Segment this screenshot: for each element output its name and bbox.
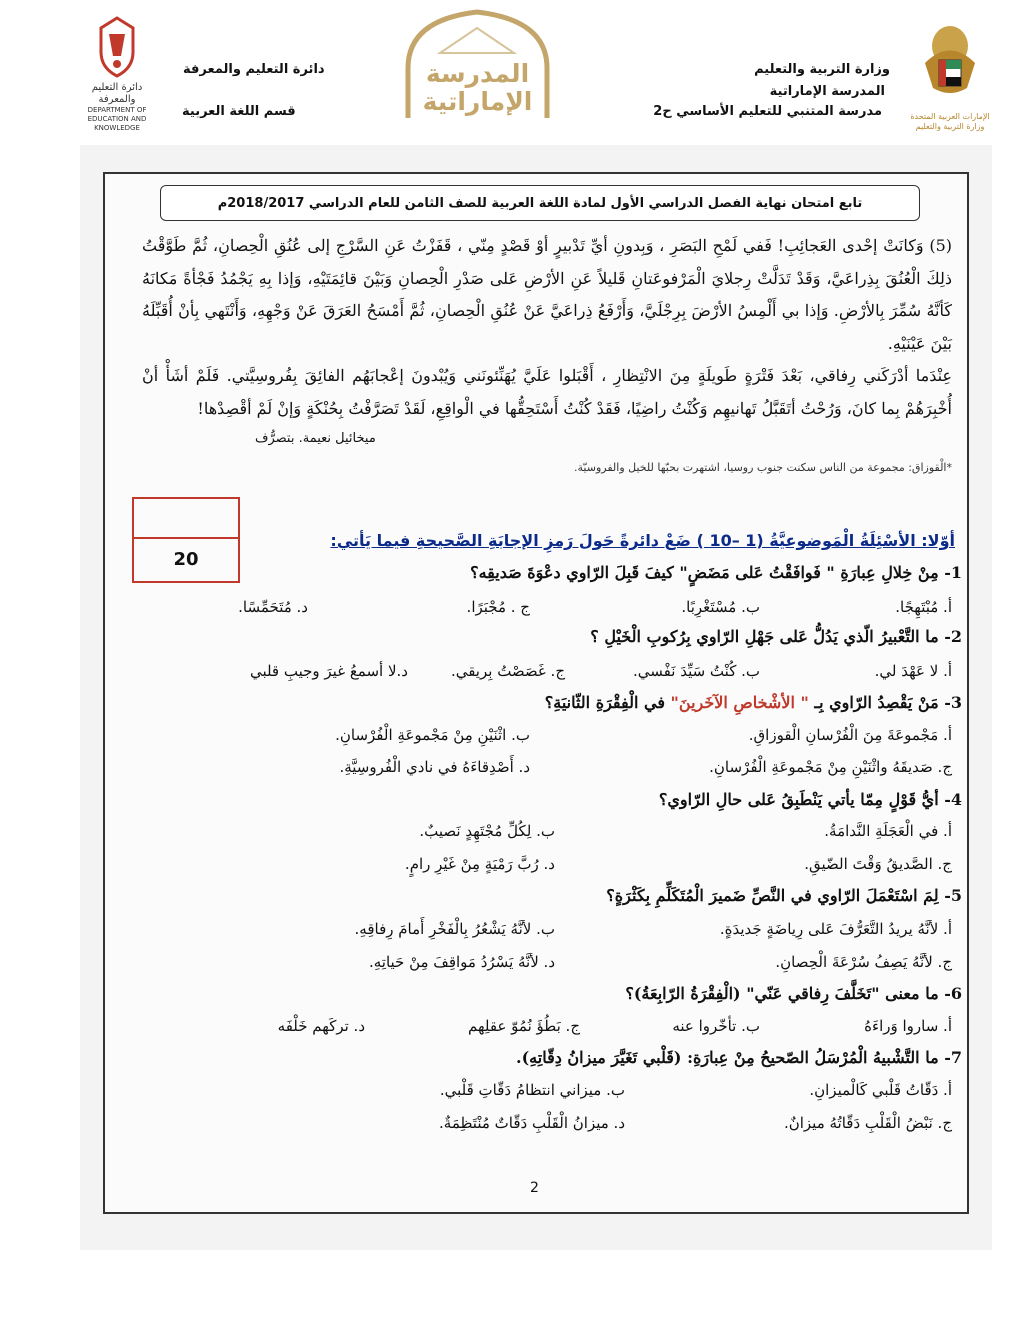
q1-option-d[interactable]: د. مُتَحَمِّسًا. (238, 598, 308, 616)
q5-option-b[interactable]: ب. لأنَّهُ يَشْعُرُ بِالْفَخْرِ أَمامَ رِفاقِهِ. (354, 920, 555, 938)
question-number: 7- (944, 1048, 962, 1067)
question-text: لِمَ اسْتَعْمَلَ الرّاوي في النَّصِّ ضَميرَ الْمُتَكَلِّمِ بِكَثْرَةٍ؟ (606, 886, 939, 905)
question-2 (590, 627, 962, 646)
question-text: ما التَّشْبيهُ الْمُرْسَلُ الصّحيحُ مِنْ عِبارَةِ: (قَلْبي تَغَيَّرَ ميزانُ دِقّاتِهِ). (516, 1048, 939, 1067)
ministry-name: وزارة التربية والتعليم (754, 62, 890, 77)
q4-option-c[interactable]: ج. الصَّديقُ وَقْتَ الضّيقِ. (804, 855, 952, 873)
question-6 (625, 984, 962, 1003)
q4-option-b[interactable]: ب. لِكُلِّ مُجْتَهِدٍ نَصيبٌ. (419, 822, 555, 840)
q6-option-d[interactable]: د. تركَهم خَلْفَه (277, 1017, 365, 1035)
question-text: مِنْ خِلالِ عِبارَةِ " فَوافَقْتُ عَلى مَضَضٍ" كيفَ قَبِلَ الرّاوي دعْوَةَ صَديقِه؟ (470, 563, 939, 582)
adek-logo-text-ar: دائرة التعليم والمعرفة (91, 82, 143, 105)
q2-option-d[interactable]: د.لا أسمعُ غيرَ وجيبِ قلبي (249, 662, 408, 680)
section-title: أوّلا: الأسْئِلَةُ الْمَوضوعيَّةُ (1 –10 ) ضَعْ دائرةً حَولَ رَمزِ الإجابَةِ الصَّحيحةِ فيما يَأتي: (330, 531, 955, 550)
q4-option-d[interactable]: د. رُبَّ رَمْيَةٍ مِنْ غَيْرِ رامٍ. (404, 855, 555, 873)
q7-option-b[interactable]: ب. ميزاني انتظامُ دَقّاتِ قَلْبي. (439, 1081, 625, 1099)
q6-option-a[interactable]: أ. ساروا وَراءَهُ (864, 1017, 952, 1035)
moe-logo-text: الإمارات العربية المتحدة وزارة التربية والتعليم (910, 112, 990, 131)
passage-paragraph-5: (5) وَكانَتْ إحْدى العَجائِبِ! فَفي لَمْحِ البَصَرِ ، وَبِدونِ أيِّ تَدْبيرٍ أوْ قَصْدٍ مِنّي ، قَفَزْتُ عَنِ السَّرْجِ إلى عُنُقِ الْحِصانِ، ثُمَّ طَوَّقْتُ ذلِكَ الْعُنُقَ بِذِراعَيَّ، وَقَدْ تَدَلَّتْ رِجلايَ الْمَرْفوعَتانِ قَليلاً عَنِ الأرْضِ عَلى صَدْرِ الْحِصانِ وَبَيْنَ قائِمَتَيْهِ، وَإذا بِهِ يَجْمُدُ فَجْأةً مَكانَهُ كَأنَّهُ سُمِّرَ بِالأرْضِ. وَإذا بي أَلْمِسُ الأرْضَ بِرِجْلَيَّ، وَأَرْفَعُ ذِراعَيَّ عَنْ عُنُقِ الْحِصانِ، ثُمَّ أَمْسَحُ العَرَقَ عَنْ وَجْهِهِ، وَأَنْتَهي بِأنْ أُقَبِّلَهُ بَيْنَ عَيْنَيْهِ. (142, 236, 952, 353)
arabic-section-name: قسم اللغة العربية (182, 104, 296, 119)
question-number: 6- (944, 984, 962, 1003)
passage-paragraph-6: عِنْدَما أدْرَكَني رِفاقي، بَعْدَ فَتْرَةٍ طَويلَةٍ مِنَ الانْتِظارِ ، أَقْبَلوا عَلَيَّ يُهَنِّئونَني وَيُبْدونَ إعْجابَهُم الفائِقَ بِفُروسِيَّتي. فَلَمْ أشَأْ أنْ أُخْبِرَهُمْ بِما كانَ، وَرُحْتُ أتَقَبَّلُ تَهانيهِم وَكُنْتُ راضِيًا، فَقَدْ كُنْتُ أَسْتَحِقُّها في الْواقِعِ، لَقَدْ تَصَرَّفْتُ بِحُنْكَةٍ وَإنْ لَمْ أقْصِدْها! (142, 366, 952, 418)
center-logo-text: المدرسة الإماراتية (422, 59, 533, 116)
question-number: 4- (944, 790, 962, 809)
question-text-highlight: " الأشْخاصِ الآخَرينَ" (670, 693, 815, 712)
score-box (132, 497, 240, 583)
q6-option-b[interactable]: ب. تأخّروا عنه (672, 1017, 760, 1035)
moe-emblem-logo (905, 18, 995, 131)
question-1 (470, 563, 962, 582)
q5-option-c[interactable]: ج. لأنَّهُ يَصِفُ سُرْعَةَ الْحِصانِ. (775, 953, 952, 971)
adek-logo (72, 16, 162, 132)
q3-option-c[interactable]: ج. صَديقَهُ واثْنَيْنِ مِنْ مَجْموعَةِ الْفُرْسانِ. (709, 758, 952, 776)
q6-option-c[interactable]: ج. بَطُؤَ نُمُوّ عقلِهم (468, 1017, 580, 1035)
q5-option-d[interactable]: د. لأنَّهُ يَسْرُدُ مَواقِفَ مِنْ حَياتِهِ. (368, 953, 555, 971)
q3-option-b[interactable]: ب. اثْنَيْنِ مِنْ مَجْموعَةِ الْفُرْسانِ. (335, 726, 530, 744)
question-text: ما التَّعْبيرُ الّذي يَدُلُّ عَلى جَهْلِ الرّاوي بِرُكوبِ الْخَيْلِ ؟ (590, 627, 939, 646)
school-type: المدرسة الإماراتية (769, 84, 885, 99)
question-3 (545, 693, 962, 712)
department-name: دائرة التعليم والمعرفة (183, 62, 325, 77)
exam-title: تابع امتحان نهاية الفصل الدراسي الأول لمادة اللغة العربية للصف الثامن للعام الدراسي 2018/2017م (160, 185, 920, 221)
question-text: ما معنى "تَخَلَّفَ رِفاقي عَنّي" (الْفِقْرَةُ الرّابِعَةُ)؟ (625, 984, 939, 1003)
emirati-school-logo (400, 8, 555, 123)
question-4 (659, 790, 962, 809)
q3-option-d[interactable]: د. أَصْدِقاءَهُ في نادي الْفُروسِيَّةِ. (339, 758, 530, 776)
q2-option-b[interactable]: ب. كُنْتُ سَيِّدَ نَفْسي. (633, 662, 760, 680)
question-text-post: في الْفِقْرَةِ الثّانيَةِ؟ (544, 693, 671, 712)
page-number: 2 (530, 1180, 539, 1196)
passage-footnote: *الْقوزاق: مجموعة من الناس سكنت جنوب روسيا، اشتهرت بحبّها للخيل والفروسيّة. (574, 461, 952, 474)
q2-option-a[interactable]: أ. لا عَهْدَ لي. (874, 662, 952, 680)
reading-passage (142, 230, 952, 425)
question-text: أيُّ قَوْلٍ مِمّا يأتي يَنْطَبِقُ عَلى حالِ الرّاوي؟ (658, 790, 939, 809)
q1-option-c[interactable]: ج . مُجْبَرًا. (466, 598, 530, 616)
q1-option-a[interactable]: أ. مُبْتَهِجًا. (895, 598, 952, 616)
q7-option-d[interactable]: د. ميزانُ الْقَلْبِ دَقّاتٌ مُنْتَظِمَةٌ. (439, 1114, 625, 1132)
question-5 (606, 886, 962, 905)
passage-attribution: ميخائيل نعيمة. بتصرُّف (255, 431, 376, 446)
question-text-pre: مَنْ يَقْصِدُ الرّاوي بِـ (814, 693, 939, 712)
school-name: مدرسة المتنبي للتعليم الأساسي ح2 (653, 104, 882, 119)
q5-option-a[interactable]: أ. لأنَّهُ يريدُ التَّعَرُّفَ عَلى رِياضَةٍ جَديدَةٍ. (719, 920, 952, 938)
q3-option-a[interactable]: أ. مَجْموعَةَ مِنَ الْفُرْسانِ الْقوزاقِ. (748, 726, 952, 744)
score-divider (134, 537, 238, 539)
question-number: 2- (944, 627, 962, 646)
question-number: 1- (944, 563, 962, 582)
q4-option-a[interactable]: أ. في الْعَجَلَةِ النَّدامَةُ. (824, 822, 952, 840)
q2-option-c[interactable]: ج. غَصَصْتُ بِريقي. (450, 662, 565, 680)
score-total: 20 (173, 549, 199, 570)
question-number: 5- (944, 886, 962, 905)
adek-logo-text-en: DEPARTMENT OF EDUCATION AND KNOWLEDGE (87, 106, 147, 132)
question-7 (516, 1048, 962, 1067)
q7-option-a[interactable]: أ. دَقّاتُ قَلْبي كَالْميزانِ. (809, 1081, 952, 1099)
q1-option-b[interactable]: ب. مُسْتَغْرِبًا. (681, 598, 760, 616)
question-number: 3- (944, 693, 962, 712)
q7-option-c[interactable]: ج. نَبْضُ الْقَلْبِ دَقّاتُهُ ميزانٌ. (783, 1114, 952, 1132)
